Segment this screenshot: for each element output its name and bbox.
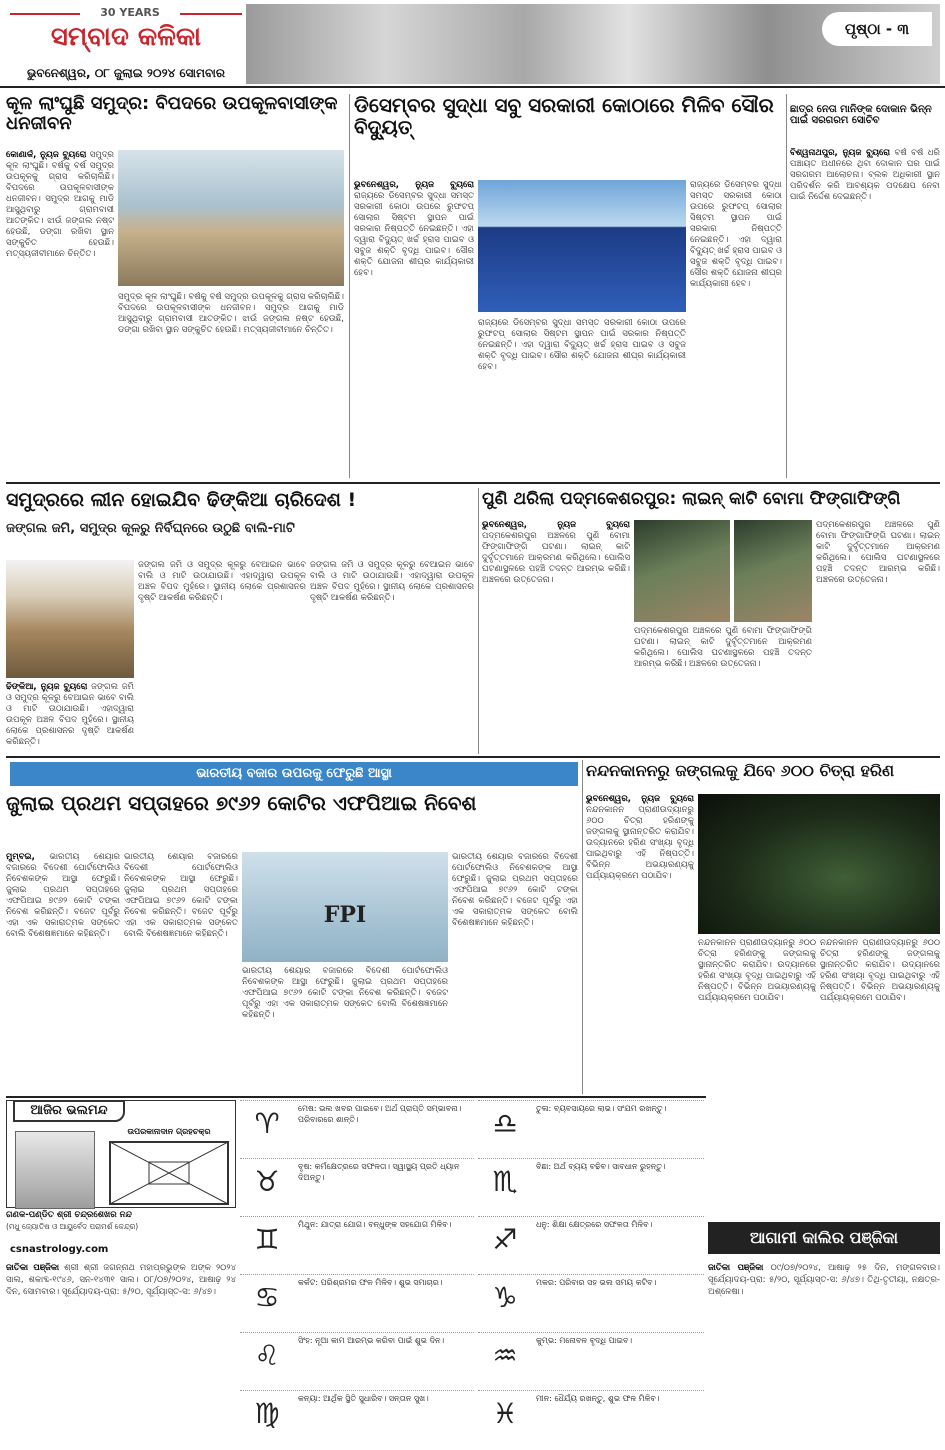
police-scene-photo-1	[634, 520, 730, 622]
story-sea-erosion-text-2: ସମୁଦ୍ର କୂଳ ଲାଂଘୁଛି। ବର୍ଷକୁ ବର୍ଷ ସମୁଦ୍ର ଉପକୂଳକୁ ଗ୍ରାସ କରିଚାଲିଛି। ବିପଦରେ ଉପକୂଳବାସୀଙ୍କ ଧନଜୀବନ। ସମୁଦ୍ର ଆଗକୁ ମାଡି ଆସୁଥିବାରୁ ଗ୍ରାମବାସୀ ଆତଙ୍କିତ। ଝାଉଁ ଜଙ୍ଗଲ ନଷ୍ଟ ହେଉଛି, ଡଙ୍ଗା ରଖିବା ସ୍ଥାନ ସଙ୍କୁଚିତ ହେଉଛି। ମତ୍ସ୍ୟଜୀବୀମାନେ ଚିନ୍ତିତ।	[118, 292, 344, 335]
story-bomb-text-3: ପଦ୍ମକେଶରପୁର ଅଞ୍ଚଳରେ ପୁଣି ବୋମା ଫିଙ୍ଗାଫିଙ୍ଗି ଘଟଣା। ଲାଇନ୍ କାଟି ଦୁର୍ବୃତ୍ତମାନେ ଆକ୍ରମଣ କରିଥିଲେ। ପୋଲିସ ଘଟଣାସ୍ଥଳରେ ପହଞ୍ଚି ତଦନ୍ତ ଆରମ୍ଭ କରିଛି। ଅଞ୍ଚଳରେ ଉତ୍ତେଜନା।	[816, 520, 940, 585]
section-rule	[6, 482, 940, 484]
story-dhinkia-text-2: ଜଙ୍ଗଲ ଜମି ଓ ସମୁଦ୍ର କୂଳରୁ ବେଆଇନ ଭାବେ ବାଲି ଓ ମାଟି ଉଠାଯାଉଛି। ଏହାଦ୍ୱାରା ଉପକୂଳ ଅଞ୍ଚଳ ବିପଦ ମୁହଁରେ। ସ୍ଥାନୀୟ ଲୋକେ ପ୍ରଶାସନର ଦୃଷ୍ଟି ଆକର୍ଷଣ କରିଛନ୍ତି।	[138, 560, 306, 603]
story-shop-headline: ଛାତ୍ର ନେତା ମାନିଙ୍କ ଦୋକାନ ଭିନ୍ନ ପାଇଁ ସରଗରମ ସୋଚିବ	[790, 104, 932, 127]
zodiac-row-pisces	[478, 1390, 704, 1436]
taurus-icon: ♉	[254, 1165, 280, 1198]
cancer-icon: ♋	[254, 1281, 280, 1314]
page-number-badge: ପୃଷ୍ଠା - ୩	[822, 12, 932, 46]
zodiac-row-cancer	[240, 1274, 474, 1320]
story-fpi-body-3	[242, 966, 448, 1092]
story-fpi-body-2	[124, 852, 238, 1092]
story-fpi-body-4	[452, 852, 578, 1092]
story-shop-byline: ବିଶ୍ୱନାଥପୁର, ନ୍ୟୁଜ ବ୍ୟୁରୋ	[790, 148, 890, 158]
fpi-kicker-banner: ଭାରତୀୟ ବଜାର ଉପରକୁ ଫେରୁଛି ଆସ୍ଥା	[10, 762, 578, 786]
panjika-tab: ଆଗାମୀ କାଲିର ପଞ୍ଜିକା	[708, 1222, 940, 1254]
story-dhinkia-text-3: ଜଙ୍ଗଲ ଜମି ଓ ସମୁଦ୍ର କୂଳରୁ ବେଆଇନ ଭାବେ ବାଲି ଓ ମାଟି ଉଠାଯାଉଛି। ଏହାଦ୍ୱାରା ଉପକୂଳ ଅଞ୍ଚଳ ବିପଦ ମୁହଁରେ। ସ୍ଥାନୀୟ ଲୋକେ ପ୍ରଶାସନର ଦୃଷ୍ଟି ଆକର୍ଷଣ କରିଛନ୍ତି।	[310, 560, 474, 603]
story-solar-byline: ଭୁବନେଶ୍ୱର, ନ୍ୟୁଜ ବ୍ୟୁରୋ	[354, 180, 474, 190]
zodiac-row-aries	[240, 1100, 474, 1146]
zodiac-text-libra: ତୁଳା: ବ୍ୟବସାୟରେ ଲାଭ। ସଂଯମ ରଖନ୍ତୁ।	[536, 1104, 667, 1113]
zodiac-row-sagittarius	[478, 1216, 704, 1262]
pisces-icon: ♓	[492, 1397, 518, 1430]
panjika-left-title: ଜାତିକା ପଞ୍ଜିକା	[6, 1263, 60, 1273]
story-fpi-body	[6, 852, 120, 1092]
virgo-icon: ♍	[254, 1397, 280, 1430]
story-dhinkia-subhead: ଜଙ୍ଗଲ ଜମି, ସମୁଦ୍ର କୂଳରୁ ନିର୍ବିଘ୍ନରେ ଉଠୁଛି ବାଲି-ମାଟି	[6, 521, 295, 536]
aquarius-icon: ♒	[492, 1339, 518, 1372]
zodiac-row-taurus	[240, 1158, 474, 1204]
column-divider	[582, 760, 583, 1094]
story-sea-erosion-byline: କୋଣାର୍କ, ନ୍ୟୁଜ ବ୍ୟୁରୋ	[6, 150, 87, 160]
gemini-icon: ♊	[254, 1223, 280, 1256]
zodiac-row-gemini	[240, 1216, 474, 1262]
leo-icon: ♌	[254, 1339, 280, 1372]
fpi-coins-photo	[242, 852, 448, 962]
story-fpi-byline: ମୁମ୍ବଇ,	[6, 852, 35, 862]
story-solar-body-3	[690, 180, 782, 476]
story-bomb-body-2	[634, 626, 812, 752]
story-dhinkia-body-3	[310, 560, 474, 752]
section-rule	[6, 1096, 706, 1098]
column-divider	[478, 488, 479, 754]
section-rule	[6, 756, 940, 758]
astrologer-avatar	[15, 1131, 95, 1209]
story-solar-text-2: ରାଜ୍ୟରେ ଡିସେମ୍ବର ସୁଦ୍ଧା ସମସ୍ତ ସରକାରୀ କୋଠା ଉପରେ ରୁଫଟପ୍ ସୋଲାର ସିଷ୍ଟମ ସ୍ଥାପନ ପାଇଁ ସରକାର ନିଷ୍ପତ୍ତି ନେଇଛନ୍ତି। ଏହା ଦ୍ୱାରା ବିଦ୍ୟୁତ୍ ଖର୍ଚ୍ଚ ହ୍ରାସ ପାଇବ ଓ ସବୁଜ ଶକ୍ତି ବୃଦ୍ଧି ପାଇବ। ସୌର ଶକ୍ତି ଯୋଜନା ଶୀଘ୍ର କାର୍ଯ୍ୟକାରୀ ହେବ।	[478, 318, 686, 372]
capricorn-icon: ♑	[492, 1281, 518, 1314]
astrology-website-link[interactable]: csnastrology.com	[10, 1244, 109, 1255]
story-dhinkia-body-2	[138, 560, 306, 752]
story-fpi-text-2: ଭାରତୀୟ ଶେୟାର ବଜାରରେ ବିଦେଶୀ ପୋର୍ଟଫୋଲିଓ ନିବେଶକଙ୍କ ଆସ୍ଥା ଫେରୁଛି। ଜୁଲାଇ ପ୍ରଥମ ସପ୍ତାହରେ ଏଫପିଆଇ ୭୯୬୨ କୋଟି ଟଙ୍କା ନିବେଶ କରିଛନ୍ତି। ବଜେଟ ପୂର୍ବରୁ ଏହା ଏକ ସକାରାତ୍ମକ ସଙ୍କେତ ବୋଲି ବିଶେଷଜ୍ଞମାନେ କହିଛନ୍ତି।	[124, 852, 238, 939]
masthead-photo-strip	[246, 4, 940, 84]
beach-boats-photo	[118, 150, 344, 286]
zodiac-row-capricorn	[478, 1274, 704, 1320]
panjika-left	[6, 1262, 236, 1442]
zodiac-row-leo	[240, 1332, 474, 1378]
story-deer-byline: ଭୁବନେଶ୍ୱର, ନ୍ୟୁଜ ବ୍ୟୁରୋ	[586, 794, 694, 804]
zodiac-text-capricorn: ମକର: ପରିବାର ସହ ଭଲ ସମୟ କଟିବ।	[536, 1278, 657, 1287]
zodiac-text-gemini: ମିଥୁନ: ଯାତ୍ରା ଯୋଗ। ବନ୍ଧୁଙ୍କ ସହଯୋଗ ମିଳିବ।	[298, 1220, 452, 1229]
zodiac-text-virgo: କନ୍ୟା: ଆର୍ଥିକ ସ୍ଥିତି ସୁଧାରିବ। ସନ୍ତାନ ସୁଖ।	[298, 1394, 429, 1403]
horoscope-chart-grid	[110, 1142, 228, 1204]
story-bomb-text-2: ପଦ୍ମକେଶରପୁର ଅଞ୍ଚଳରେ ପୁଣି ବୋମା ଫିଙ୍ଗାଫିଙ୍ଗି ଘଟଣା। ଲାଇନ୍ କାଟି ଦୁର୍ବୃତ୍ତମାନେ ଆକ୍ରମଣ କରିଥିଲେ। ପୋଲିସ ଘଟଣାସ୍ଥଳରେ ପହଞ୍ଚି ତଦନ୍ତ ଆରମ୍ଭ କରିଛି। ଅଞ୍ଚଳରେ ଉତ୍ତେଜନା।	[634, 626, 812, 669]
story-deer-text-3: ନନ୍ଦନକାନନ ପ୍ରାଣୀଉଦ୍ୟାନରୁ ୬୦୦ ଚିତ୍ରା ହରିଣଙ୍କୁ ଜଙ୍ଗଲକୁ ସ୍ଥାନାନ୍ତରିତ କରାଯିବ। ଉଦ୍ୟାନରେ ହରିଣ ସଂଖ୍ୟା ବୃଦ୍ଧି ପାଇଥିବାରୁ ଏହି ନିଷ୍ପତ୍ତି। ବିଭିନ୍ନ ଅଭୟାରଣ୍ୟକୁ ପର୍ଯ୍ୟାୟକ୍ରମେ ପଠାଯିବ।	[820, 938, 940, 1003]
panjika-right-text: ୦୯/୦୭/୨୦୨୪, ଆଷାଢ଼ ୨୫ ଦିନ, ମଙ୍ଗଳବାର। ସୂର୍ଯ୍ୟୋଦୟ-ପ୍ରା: ୫/୨୦, ସୂର୍ଯ୍ୟାସ୍ତ-ସ: ୬/୪୭। ତିଥି-ତୃତୀୟା, ନକ୍ଷତ୍ର-ଅଶ୍ଳେଷା।	[708, 1263, 940, 1297]
story-deer-body-2	[698, 938, 816, 1218]
zodiac-row-libra	[478, 1100, 704, 1146]
story-dhinkia-body	[6, 682, 134, 752]
sagittarius-icon: ♐	[492, 1223, 518, 1256]
masthead	[0, 0, 945, 88]
story-deer-text-2: ନନ୍ଦନକାନନ ପ୍ରାଣୀଉଦ୍ୟାନରୁ ୬୦୦ ଚିତ୍ରା ହରିଣଙ୍କୁ ଜଙ୍ଗଲକୁ ସ୍ଥାନାନ୍ତରିତ କରାଯିବ। ଉଦ୍ୟାନରେ ହରିଣ ସଂଖ୍ୟା ବୃଦ୍ଧି ପାଇଥିବାରୁ ଏହି ନିଷ୍ପତ୍ତି। ବିଭିନ୍ନ ଅଭୟାରଣ୍ୟକୁ ପର୍ଯ୍ୟାୟକ୍ରମେ ପଠାଯିବ।	[698, 938, 816, 1003]
police-scene-photo-2	[734, 520, 812, 622]
dateline: ଭୁବନେଶ୍ୱର, ୦୮ ଜୁଲାଇ ୨୦୨୪ ସୋମବାର	[26, 66, 226, 80]
fpi-photo-label: FPI	[323, 902, 367, 928]
zodiac-text-taurus: ବୃଷ: କର୍ମକ୍ଷେତ୍ରରେ ସଫଳତା। ସ୍ୱାସ୍ଥ୍ୟ ପ୍ରତି ଧ୍ୟାନ ଦିଅନ୍ତୁ।	[298, 1162, 460, 1182]
zodiac-text-cancer: କର୍କଟ: ପରିଶ୍ରମର ଫଳ ମିଳିବ। ଶୁଭ ସମାଚାର।	[298, 1278, 443, 1287]
story-dhinkia-byline: ଢିଙ୍କିଆ, ନ୍ୟୁଜ ବ୍ୟୁରୋ	[6, 682, 88, 692]
panjika-right	[708, 1262, 940, 1442]
story-deer-text: ନନ୍ଦନକାନନ ପ୍ରାଣୀଉଦ୍ୟାନରୁ ୬୦୦ ଚିତ୍ରା ହରିଣଙ୍କୁ ଜଙ୍ଗଲକୁ ସ୍ଥାନାନ୍ତରିତ କରାଯିବ। ଉଦ୍ୟାନରେ ହରିଣ ସଂଖ୍ୟା ବୃଦ୍ଧି ପାଇଥିବାରୁ ଏହି ନିଷ୍ପତ୍ତି। ବିଭିନ୍ନ ଅଭୟାରଣ୍ୟକୁ ପର୍ଯ୍ୟାୟକ୍ରମେ ପଠାଯିବ।	[586, 805, 694, 881]
story-deer-body	[586, 794, 694, 1094]
deer-night-photo	[698, 794, 940, 934]
zodiac-text-leo: ସିଂହ: ନୂଆ କାମ ଆରମ୍ଭ କରିବା ପାଇଁ ଶୁଭ ଦିନ।	[298, 1336, 445, 1345]
story-shop-text: ବର୍ଷ ବର୍ଷ ଧରି ପଞ୍ଚାୟତ ଅଧୀନରେ ଥିବା ଦୋକାନ ଘର ପାଇଁ ସରଗରମ ଆଲୋଚନା। ବ୍ଲକ ଅଧିକାରୀ ସ୍ଥାନ ପରିଦର୍ଶନ କରି ଆବଶ୍ୟକ ପଦକ୍ଷେପ ନେବା ପାଇଁ ନିର୍ଦ୍ଦେଶ ଦେଇଛନ୍ତି।	[790, 148, 940, 202]
story-bomb-byline: ଭୁବନେଶ୍ୱର, ନ୍ୟୁଜ ବ୍ୟୁରୋ	[482, 520, 630, 530]
story-shop-body	[790, 148, 940, 476]
story-dhinkia-text: ଜଙ୍ଗଲ ଜମି ଓ ସମୁଦ୍ର କୂଳରୁ ବେଆଇନ ଭାବେ ବାଲି ଓ ମାଟି ଉଠାଯାଉଛି। ଏହାଦ୍ୱାରା ଉପକୂଳ ଅଞ୍ଚଳ ବିପଦ ମୁହଁରେ। ସ୍ଥାନୀୟ ଲୋକେ ପ୍ରଶାସନର ଦୃଷ୍ଟି ଆକର୍ଷଣ କରିଛନ୍ତି।	[6, 682, 134, 747]
scorpio-icon: ♏	[492, 1165, 518, 1198]
astrology-box	[6, 1100, 236, 1208]
zodiac-text-pisces: ମୀନ: ଧୈର୍ଯ୍ୟ ରଖନ୍ତୁ, ଶୁଭ ଫଳ ମିଳିବ।	[536, 1394, 660, 1403]
story-fpi-text: ଭାରତୀୟ ଶେୟାର ବଜାରରେ ବିଦେଶୀ ପୋର୍ଟଫୋଲିଓ ନିବେଶକଙ୍କ ଆସ୍ଥା ଫେରୁଛି। ଜୁଲାଇ ପ୍ରଥମ ସପ୍ତାହରେ ଏଫପିଆଇ ୭୯୬୨ କୋଟି ଟଙ୍କା ନିବେଶ କରିଛନ୍ତି। ବଜେଟ ପୂର୍ବରୁ ଏହା ଏକ ସକାରାତ୍ମକ ସଙ୍କେତ ବୋଲି ବିଶେଷଜ୍ଞମାନେ କହିଛନ୍ତି।	[6, 852, 120, 939]
story-solar-text-3: ରାଜ୍ୟରେ ଡିସେମ୍ବର ସୁଦ୍ଧା ସମସ୍ତ ସରକାରୀ କୋଠା ଉପରେ ରୁଫଟପ୍ ସୋଲାର ସିଷ୍ଟମ ସ୍ଥାପନ ପାଇଁ ସରକାର ନିଷ୍ପତ୍ତି ନେଇଛନ୍ତି। ଏହା ଦ୍ୱାରା ବିଦ୍ୟୁତ୍ ଖର୍ଚ୍ଚ ହ୍ରାସ ପାଇବ ଓ ସବୁଜ ଶକ୍ତି ବୃଦ୍ଧି ପାଇବ। ସୌର ଶକ୍ତି ଯୋଜନା ଶୀଘ୍ର କାର୍ଯ୍ୟକାରୀ ହେବ।	[690, 180, 782, 289]
zodiac-row-scorpio	[478, 1158, 704, 1204]
story-solar-text: ରାଜ୍ୟରେ ଡିସେମ୍ବର ସୁଦ୍ଧା ସମସ୍ତ ସରକାରୀ କୋଠା ଉପରେ ରୁଫଟପ୍ ସୋଲାର ସିଷ୍ଟମ ସ୍ଥାପନ ପାଇଁ ସରକାର ନିଷ୍ପତ୍ତି ନେଇଛନ୍ତି। ଏହା ଦ୍ୱାରା ବିଦ୍ୟୁତ୍ ଖର୍ଚ୍ଚ ହ୍ରାସ ପାଇବ ଓ ସବୁଜ ଶକ୍ତି ବୃଦ୍ଧି ପାଇବ। ସୌର ଶକ୍ତି ଯୋଜନା ଶୀଘ୍ର କାର୍ଯ୍ୟକାରୀ ହେବ।	[354, 191, 474, 278]
newspaper-logo: ସମ୍ବାଦ କଳିକା	[50, 22, 202, 52]
story-solar-body	[354, 180, 474, 476]
story-solar-headline: ଡିସେମ୍ବର ସୁଦ୍ଧା ସବୁ ସରକାରୀ କୋଠାରେ ମିଳିବ ସୌର ବିଦ୍ୟୁତ୍	[354, 93, 774, 140]
libra-icon: ♎	[492, 1107, 518, 1140]
story-sea-erosion-text: ସମୁଦ୍ର କୂଳ ଲାଂଘୁଛି। ବର୍ଷକୁ ବର୍ଷ ସମୁଦ୍ର ଉପକୂଳକୁ ଗ୍ରାସ କରିଚାଲିଛି। ବିପଦରେ ଉପକୂଳବାସୀଙ୍କ ଧନଜୀବନ। ସମୁଦ୍ର ଆଗକୁ ମାଡି ଆସୁଥିବାରୁ ଗ୍ରାମବାସୀ ଆତଙ୍କିତ। ଝାଉଁ ଜଙ୍ଗଲ ନଷ୍ଟ ହେଉଛି, ଡଙ୍ଗା ରଖିବା ସ୍ଥାନ ସଙ୍କୁଚିତ ହେଉଛି। ମତ୍ସ୍ୟଜୀବୀମାନେ ଚିନ୍ତିତ।	[6, 150, 114, 259]
zodiac-row-aquarius	[478, 1332, 704, 1378]
zodiac-text-scorpio: ବିଛା: ଅର୍ଥ ବ୍ୟୟ ବଢିବ। ସାବଧାନ ରୁହନ୍ତୁ।	[536, 1162, 666, 1171]
excavator-soil-photo	[6, 560, 134, 678]
newspaper-logo-block	[10, 4, 242, 84]
column-divider	[786, 94, 787, 478]
story-fpi-text-4: ଭାରତୀୟ ଶେୟାର ବଜାରରେ ବିଦେଶୀ ପୋର୍ଟଫୋଲିଓ ନିବେଶକଙ୍କ ଆସ୍ଥା ଫେରୁଛି। ଜୁଲାଇ ପ୍ରଥମ ସପ୍ତାହରେ ଏଫପିଆଇ ୭୯୬୨ କୋଟି ଟଙ୍କା ନିବେଶ କରିଛନ୍ତି। ବଜେଟ ପୂର୍ବରୁ ଏହା ଏକ ସକାରାତ୍ମକ ସଙ୍କେତ ବୋଲି ବିଶେଷଜ୍ଞମାନେ କହିଛନ୍ତି।	[452, 852, 578, 928]
zodiac-text-aries: ମେଷ: ଭଲ ଖବର ପାଇବେ। ଅର୍ଥ ପ୍ରାପ୍ତି ସମ୍ଭାବନା। ପରିବାରରେ ଶାନ୍ତି।	[298, 1104, 462, 1124]
story-bomb-headline: ପୁଣି ଥରିଲା ପଦ୍ମକେଶରପୁର: ଲାଇନ୍ କାଟି ବୋମା ଫିଙ୍ଗାଫିଙ୍ଗି	[482, 489, 901, 509]
zodiac-text-sagittarius: ଧନୁ: ଶିକ୍ଷା କ୍ଷେତ୍ରରେ ସଫଳତା ମିଳିବ।	[536, 1220, 653, 1229]
story-dhinkia-headline: ସମୁଦ୍ରରେ ଲୀନ ହୋଇଯିବ ଢିଙ୍କିଆ ଚାରିଦେଶ !	[6, 489, 357, 511]
zodiac-column-right	[478, 1100, 704, 1450]
story-deer-headline: ନନ୍ଦନକାନନରୁ ଜଙ୍ଗଲକୁ ଯିବେ ୬୦୦ ଚିତ୍ରା ହରିଣ	[586, 761, 895, 780]
story-bomb-text: ପଦ୍ମକେଶରପୁର ଅଞ୍ଚଳରେ ପୁଣି ବୋମା ଫିଙ୍ଗାଫିଙ୍ଗି ଘଟଣା। ଲାଇନ୍ କାଟି ଦୁର୍ବୃତ୍ତମାନେ ଆକ୍ରମଣ କରିଥିଲେ। ପୋଲିସ ଘଟଣାସ୍ଥଳରେ ପହଞ୍ଚି ତଦନ୍ତ ଆରମ୍ଭ କରିଛି। ଅଞ୍ଚଳରେ ଉତ୍ତେଜନା।	[482, 531, 630, 585]
astrology-tab: ଆଜିର ଭଲମନ୍ଦ	[13, 1100, 125, 1122]
story-sea-erosion-headline: କୂଳ ଲାଂଘୁଛି ସମୁଦ୍ର: ବିପଦରେ ଉପକୂଳବାସୀଙ୍କ ଧନଜୀବନ	[6, 93, 338, 135]
story-deer-body-3	[820, 938, 940, 1218]
astrologer-subtitle: (ମଧୁ ଜ୍ୟୋତିଷ ଓ ଆୟୁର୍ବେଦ ପରାମର୍ଶ କେନ୍ଦ୍ର)	[6, 1222, 139, 1231]
zodiac-column-left	[240, 1100, 474, 1450]
years-badge: 30 YEARS	[80, 6, 180, 19]
panjika-left-text: ଶ୍ରୀ ଶ୍ରୀ ଜଗନ୍ନାଥ ମହାପ୍ରଭୁଙ୍କ ଅଙ୍କ ୨୦୨୪ ସାଲ, ଶକାବ୍ଦ-୧୯୪୬, ସନ-୧୪୩୧ ସାଲ। ୦୮/୦୭/୨୦୨୪, ଆଷାଢ଼ ୨୪ ଦିନ, ସୋମବାର। ସୂର୍ଯ୍ୟୋଦୟ-ପ୍ରା: ୫/୨୦, ସୂର୍ଯ୍ୟାସ୍ତ-ସ: ୬/୪୭।	[6, 1263, 236, 1297]
story-bomb-body	[482, 520, 630, 752]
solar-panels-photo	[478, 180, 686, 312]
horoscope-chart-title: ଉପରକାନାଦାନ ଗ୍ରହଚକ୍ର	[127, 1127, 211, 1136]
column-divider	[349, 94, 350, 478]
story-fpi-headline: ଜୁଲାଇ ପ୍ରଥମ ସପ୍ତାହରେ ୭୯୬୨ କୋଟିର ଏଫପିଆଇ ନିବେଶ	[6, 791, 477, 815]
zodiac-row-virgo	[240, 1390, 474, 1436]
story-bomb-body-3	[816, 520, 940, 752]
story-sea-erosion-body-2	[118, 292, 344, 476]
story-fpi-text-3: ଭାରତୀୟ ଶେୟାର ବଜାରରେ ବିଦେଶୀ ପୋର୍ଟଫୋଲିଓ ନିବେଶକଙ୍କ ଆସ୍ଥା ଫେରୁଛି। ଜୁଲାଇ ପ୍ରଥମ ସପ୍ତାହରେ ଏଫପିଆଇ ୭୯୬୨ କୋଟି ଟଙ୍କା ନିବେଶ କରିଛନ୍ତି। ବଜେଟ ପୂର୍ବରୁ ଏହା ଏକ ସକାରାତ୍ମକ ସଙ୍କେତ ବୋଲି ବିଶେଷଜ୍ଞମାନେ କହିଛନ୍ତି।	[242, 966, 448, 1020]
zodiac-text-aquarius: କୁମ୍ଭ: ମନୋବଳ ବୃଦ୍ଧି ପାଇବ।	[536, 1336, 633, 1345]
story-sea-erosion-body	[6, 150, 114, 476]
astrologer-name: ଗଣକ-ପଣ୍ଡିତ ଶ୍ରୀ ଚନ୍ଦ୍ରଶେଖର ନନ୍ଦ	[6, 1210, 132, 1220]
panjika-right-title: ଜାତିକା ପଞ୍ଜିକା	[708, 1263, 764, 1273]
horoscope-chart	[109, 1141, 229, 1205]
aries-icon: ♈	[254, 1107, 280, 1140]
story-solar-body-2	[478, 318, 686, 476]
